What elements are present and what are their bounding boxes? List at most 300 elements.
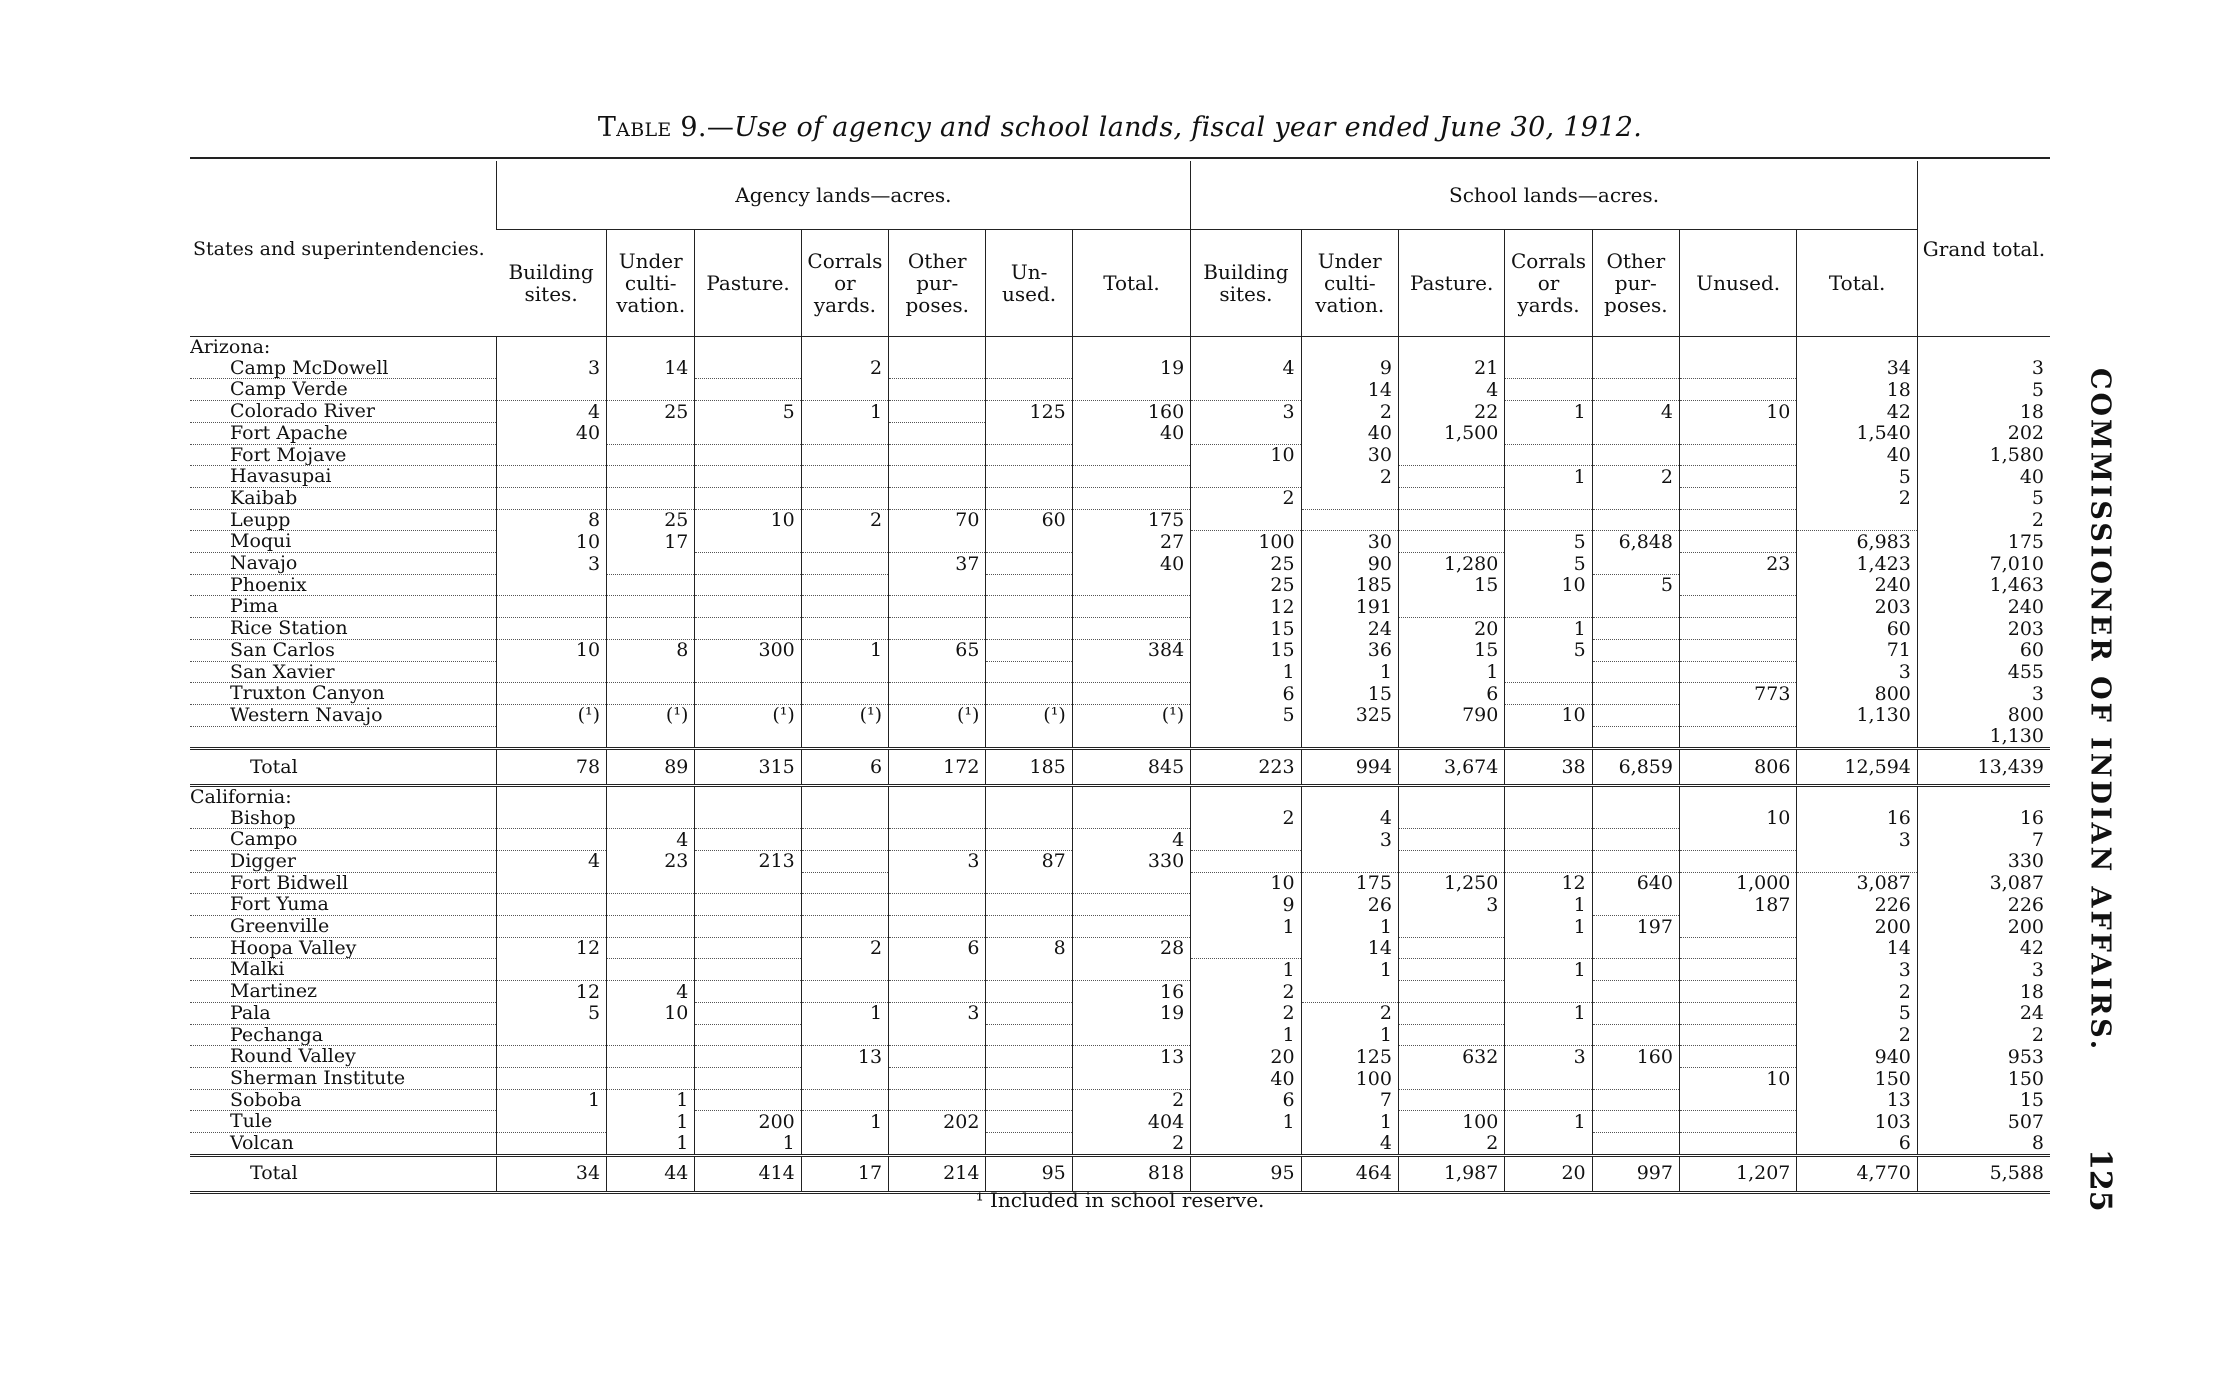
agency-cell	[889, 1046, 986, 1068]
agency-cell	[801, 422, 888, 444]
school-cell: 20	[1191, 1046, 1301, 1068]
agency-cell: 5	[695, 401, 801, 423]
school-cell	[1679, 916, 1796, 938]
agency-cell: 202	[889, 1111, 986, 1133]
agency-cell: 3	[496, 358, 606, 379]
school-cell	[1191, 1133, 1301, 1156]
school-cell	[1679, 850, 1796, 872]
agency-cell	[695, 487, 801, 509]
school-cell: 13	[1797, 1089, 1917, 1111]
school-cell: 2	[1191, 487, 1301, 509]
school-cell: 40	[1301, 422, 1398, 444]
school-cell	[1505, 937, 1592, 959]
school-cell	[1398, 937, 1504, 959]
school-cell: 1,250	[1398, 872, 1504, 894]
school-cell	[1592, 661, 1679, 683]
state-name: Arizona:	[190, 336, 271, 358]
school-cell	[1398, 916, 1504, 938]
empty-cell	[1797, 337, 1917, 358]
agency-column-header: Pasture.	[695, 230, 801, 337]
agency-cell	[986, 981, 1072, 1003]
empty-cell	[1679, 785, 1796, 807]
school-cell: 1	[1505, 916, 1592, 938]
superintendency-name: Campo	[190, 829, 496, 851]
agency-cell: 1	[607, 1089, 695, 1111]
school-cell: 1	[1505, 401, 1592, 423]
school-cell	[1679, 1046, 1796, 1068]
school-cell: 10	[1191, 444, 1301, 466]
agency-total-cell: 315	[695, 748, 801, 785]
school-total-cell: 20	[1505, 1155, 1592, 1192]
school-cell: 1	[1191, 916, 1301, 938]
agency-cell	[695, 466, 801, 488]
agency-cell	[1072, 683, 1190, 705]
agency-cell: 175	[1072, 509, 1190, 531]
table-row	[190, 1002, 2050, 1024]
school-cell: 203	[1797, 596, 1917, 618]
school-cell	[1505, 1133, 1592, 1156]
agency-cell	[889, 916, 986, 938]
table-row	[190, 894, 2050, 916]
table-row	[190, 661, 2050, 683]
agency-cell	[986, 422, 1072, 444]
agency-cell	[986, 829, 1072, 851]
school-cell	[1301, 981, 1398, 1003]
agency-cell	[695, 916, 801, 938]
school-cell	[1679, 829, 1796, 851]
agency-total-cell: 44	[607, 1155, 695, 1192]
agency-cell	[889, 829, 986, 851]
agency-cell: (¹)	[1072, 704, 1190, 726]
agency-cell: 2	[1072, 1089, 1190, 1111]
agency-cell	[1072, 1024, 1190, 1046]
agency-cell: 8	[986, 937, 1072, 959]
agency-cell	[986, 916, 1072, 938]
agency-cell: 3	[889, 1002, 986, 1024]
school-cell: 23	[1679, 553, 1796, 575]
school-cell: 10	[1191, 872, 1301, 894]
school-cell: 1	[1301, 1111, 1398, 1133]
school-total-cell: 1,207	[1679, 1155, 1796, 1192]
table-label: Table 9.	[597, 112, 707, 143]
grand-total-cell: 200	[1917, 916, 2050, 938]
agency-cell	[889, 959, 986, 981]
agency-total-cell: 95	[986, 1155, 1072, 1192]
agency-cell	[695, 358, 801, 379]
table-row	[190, 358, 2050, 379]
grand-total-cell: 24	[1917, 1002, 2050, 1024]
agency-cell	[607, 422, 695, 444]
school-cell	[1301, 509, 1398, 531]
superintendency-name: Pima	[190, 596, 496, 618]
agency-cell	[889, 466, 986, 488]
agency-cell	[1072, 661, 1190, 683]
school-cell	[1679, 466, 1796, 488]
agency-cell: 3	[889, 850, 986, 872]
agency-cell	[889, 661, 986, 683]
school-cell	[1398, 981, 1504, 1003]
title-text: Use of agency and school lands, fiscal year ended June 30, 1912.	[734, 112, 1643, 143]
school-cell	[1679, 487, 1796, 509]
school-total-cell: 997	[1592, 1155, 1679, 1192]
school-column-header: Under culti- vation.	[1301, 230, 1398, 337]
school-cell: 18	[1797, 379, 1917, 401]
empty-cell	[1398, 785, 1504, 807]
school-cell: 5	[1505, 553, 1592, 575]
grand-total-cell: 1,580	[1917, 444, 2050, 466]
agency-cell	[695, 1068, 801, 1090]
school-cell	[1679, 444, 1796, 466]
empty-cell	[1917, 785, 2050, 807]
agency-cell	[1072, 618, 1190, 640]
agency-cell	[986, 596, 1072, 618]
empty-cell	[986, 726, 1072, 748]
superintendency-name: Digger	[190, 850, 496, 872]
agency-cell	[496, 808, 606, 829]
agency-cell	[607, 808, 695, 829]
grand-total-cell: 150	[1917, 1068, 2050, 1090]
agency-cell	[607, 683, 695, 705]
footnote: ¹ Included in school reserve.	[975, 1188, 1265, 1212]
school-cell	[1679, 704, 1796, 726]
school-cell: 150	[1797, 1068, 1917, 1090]
school-cell	[1679, 596, 1796, 618]
agency-cell	[695, 894, 801, 916]
agency-cell	[889, 872, 986, 894]
agency-cell: 10	[496, 639, 606, 661]
grand-total-cell: 40	[1917, 466, 2050, 488]
school-cell	[1592, 1089, 1679, 1111]
school-total-cell: 464	[1301, 1155, 1398, 1192]
school-cell	[1398, 1024, 1504, 1046]
school-cell	[1191, 850, 1301, 872]
school-cell: 1	[1301, 916, 1398, 938]
school-cell: 3	[1301, 829, 1398, 851]
school-cell	[1191, 937, 1301, 959]
superintendency-name: San Carlos	[190, 639, 496, 661]
empty-cell	[695, 726, 801, 748]
table-row	[190, 379, 2050, 401]
total-row	[190, 1155, 2050, 1192]
agency-cell: 4	[496, 850, 606, 872]
school-cell: 773	[1679, 683, 1796, 705]
table-row	[190, 639, 2050, 661]
table-row	[190, 531, 2050, 553]
agency-cell	[695, 1089, 801, 1111]
agency-cell	[986, 683, 1072, 705]
grand-total-cell: 8	[1917, 1133, 2050, 1156]
agency-cell: 40	[1072, 422, 1190, 444]
school-cell: 191	[1301, 596, 1398, 618]
grand-total-cell: 5,588	[1917, 1155, 2050, 1192]
agency-cell	[695, 808, 801, 829]
school-cell: 3,087	[1797, 872, 1917, 894]
school-cell: 1,540	[1797, 422, 1917, 444]
school-cell: 160	[1592, 1046, 1679, 1068]
school-cell	[1505, 981, 1592, 1003]
school-cell: 14	[1301, 379, 1398, 401]
agency-cell	[496, 683, 606, 705]
agency-cell	[1072, 574, 1190, 596]
superintendency-name: Western Navajo	[190, 704, 496, 726]
school-cell	[1797, 509, 1917, 531]
top-rule	[190, 157, 2050, 159]
school-cell: 10	[1505, 574, 1592, 596]
agency-cell: 1	[801, 1111, 888, 1133]
agency-cell	[695, 618, 801, 640]
agency-cell: 3	[496, 553, 606, 575]
school-cell: 2	[1301, 1002, 1398, 1024]
school-cell	[1679, 639, 1796, 661]
agency-cell	[801, 574, 888, 596]
school-cell	[1679, 509, 1796, 531]
agency-cell	[496, 916, 606, 938]
school-cell: 2	[1797, 487, 1917, 509]
school-column-header: Corrals or yards.	[1505, 230, 1592, 337]
agency-cell	[889, 358, 986, 379]
school-cell	[1679, 422, 1796, 444]
school-cell: 71	[1797, 639, 1917, 661]
superintendency-name: Soboba	[190, 1089, 496, 1111]
empty-cell	[1191, 337, 1301, 358]
agency-cell	[889, 1133, 986, 1156]
agency-cell	[695, 422, 801, 444]
agency-cell	[801, 829, 888, 851]
school-cell	[1679, 531, 1796, 553]
agency-cell: 17	[607, 531, 695, 553]
agency-cell: 2	[1072, 1133, 1190, 1156]
school-cell: 2	[1301, 401, 1398, 423]
agency-cell	[889, 487, 986, 509]
school-cell: 15	[1301, 683, 1398, 705]
agency-cell	[889, 531, 986, 553]
school-cell	[1398, 1002, 1504, 1024]
agency-cell	[986, 959, 1072, 981]
school-cell: 2	[1191, 808, 1301, 829]
school-cell	[1505, 596, 1592, 618]
school-cell: 14	[1301, 937, 1398, 959]
school-cell	[1592, 1111, 1679, 1133]
school-cell: 3	[1505, 1046, 1592, 1068]
superintendency-name: Fort Mojave	[190, 444, 496, 466]
school-cell: 200	[1797, 916, 1917, 938]
school-cell	[1301, 487, 1398, 509]
agency-cell: 2	[801, 358, 888, 379]
agency-cell	[889, 618, 986, 640]
agency-cell	[607, 618, 695, 640]
school-cell	[1679, 981, 1796, 1003]
school-column-header: Pasture.	[1398, 230, 1504, 337]
empty-cell	[1072, 726, 1190, 748]
agency-cell	[986, 1002, 1072, 1024]
grand-total-cell: 2	[1917, 509, 2050, 531]
school-cell	[1505, 422, 1592, 444]
school-cell: 2	[1797, 1024, 1917, 1046]
agency-total-cell: 845	[1072, 748, 1190, 785]
total-label: Total	[190, 748, 496, 785]
agency-cell	[889, 444, 986, 466]
table-row	[190, 444, 2050, 466]
empty-cell	[695, 785, 801, 807]
agency-cell	[889, 574, 986, 596]
table-row	[190, 487, 2050, 509]
agency-cell	[986, 1089, 1072, 1111]
superintendency-name: Truxton Canyon	[190, 683, 496, 705]
table-title	[190, 112, 2050, 143]
agency-cell	[986, 808, 1072, 829]
school-total-cell: 994	[1301, 748, 1398, 785]
empty-cell	[1679, 726, 1796, 748]
agency-cell: 330	[1072, 850, 1190, 872]
agency-cell	[496, 959, 606, 981]
school-cell	[1398, 829, 1504, 851]
agency-column-header: Other pur- poses.	[889, 230, 986, 337]
agency-cell: 12	[496, 937, 606, 959]
agency-cell	[1072, 916, 1190, 938]
school-cell	[1679, 1024, 1796, 1046]
school-cell: 632	[1398, 1046, 1504, 1068]
agency-cell: 1	[801, 639, 888, 661]
agency-cell: 13	[801, 1046, 888, 1068]
state-heading-row	[190, 337, 2050, 358]
agency-cell: (¹)	[607, 704, 695, 726]
agency-cell: 4	[1072, 829, 1190, 851]
school-cell: 10	[1679, 808, 1796, 829]
agency-cell	[607, 444, 695, 466]
superintendency-name: Tule	[190, 1111, 496, 1133]
agency-cell	[1072, 379, 1190, 401]
school-cell	[1398, 596, 1504, 618]
school-cell	[1398, 1089, 1504, 1111]
agency-column-header: Building sites.	[496, 230, 606, 337]
school-cell: 100	[1191, 531, 1301, 553]
school-cell: 226	[1797, 894, 1917, 916]
school-cell: 3	[1797, 829, 1917, 851]
agency-cell	[607, 596, 695, 618]
school-cell: 25	[1191, 553, 1301, 575]
agency-cell	[986, 639, 1072, 661]
agency-total-cell: 818	[1072, 1155, 1190, 1192]
agency-cell	[801, 916, 888, 938]
school-cell: 14	[1797, 937, 1917, 959]
agency-cell	[801, 1024, 888, 1046]
grand-total-cell: 953	[1917, 1046, 2050, 1068]
school-cell: 1	[1505, 618, 1592, 640]
agency-cell	[801, 661, 888, 683]
empty-cell	[1592, 726, 1679, 748]
agency-cell	[889, 596, 986, 618]
agency-cell	[496, 661, 606, 683]
superintendency-name: Kaibab	[190, 487, 496, 509]
school-cell: 2	[1301, 466, 1398, 488]
agency-cell: 404	[1072, 1111, 1190, 1133]
agency-cell	[801, 850, 888, 872]
agency-cell: 10	[607, 1002, 695, 1024]
school-cell	[1505, 850, 1592, 872]
agency-cell	[801, 553, 888, 575]
school-cell	[1505, 808, 1592, 829]
empty-cell	[1917, 337, 2050, 358]
school-cell: 30	[1301, 444, 1398, 466]
empty-cell	[1592, 337, 1679, 358]
grand-total-cell: 507	[1917, 1111, 2050, 1133]
agency-cell	[496, 1046, 606, 1068]
school-column-header: Building sites.	[1191, 230, 1301, 337]
table-row	[190, 829, 2050, 851]
school-cell: 185	[1301, 574, 1398, 596]
school-cell	[1191, 829, 1301, 851]
agency-total-cell: 172	[889, 748, 986, 785]
agency-cell	[496, 466, 606, 488]
school-cell: 4	[1301, 808, 1398, 829]
agency-cell	[889, 808, 986, 829]
agency-cell	[889, 379, 986, 401]
agency-cell	[607, 1024, 695, 1046]
school-cell	[1505, 358, 1592, 379]
agency-cell: (¹)	[801, 704, 888, 726]
school-cell	[1592, 444, 1679, 466]
agency-cell	[801, 444, 888, 466]
school-cell: 197	[1592, 916, 1679, 938]
agency-cell: 1	[695, 1133, 801, 1156]
agency-cell: 1	[607, 1133, 695, 1156]
agency-cell: 65	[889, 639, 986, 661]
grand-total-cell: 226	[1917, 894, 2050, 916]
grand-total-cell: 16	[1917, 808, 2050, 829]
state-name: California:	[190, 785, 292, 808]
school-cell: 26	[1301, 894, 1398, 916]
table-row	[190, 422, 2050, 444]
table-row	[190, 1024, 2050, 1046]
running-head-text: COMMISSIONER OF INDIAN AFFAIRS.	[2084, 367, 2116, 1053]
school-cell: 20	[1398, 618, 1504, 640]
agency-cell	[496, 379, 606, 401]
agency-cell	[695, 379, 801, 401]
school-total-cell: 806	[1679, 748, 1796, 785]
agency-cell	[695, 574, 801, 596]
agency-cell: 1	[801, 1002, 888, 1024]
grand-total-cell: 5	[1917, 487, 2050, 509]
agency-lands-header: Agency lands—acres.	[496, 161, 1191, 230]
agency-cell	[1072, 808, 1190, 829]
table-row	[190, 981, 2050, 1003]
school-cell	[1398, 959, 1504, 981]
school-cell	[1592, 1024, 1679, 1046]
agency-cell	[607, 872, 695, 894]
school-cell: 100	[1301, 1068, 1398, 1090]
school-cell	[1679, 1002, 1796, 1024]
grand-total-cell: 3,087	[1917, 872, 2050, 894]
agency-cell	[1072, 487, 1190, 509]
school-cell	[1679, 1089, 1796, 1111]
school-cell: 15	[1191, 618, 1301, 640]
agency-cell	[889, 894, 986, 916]
school-cell	[1398, 1068, 1504, 1090]
agency-cell	[986, 1111, 1072, 1133]
empty-cell	[607, 726, 695, 748]
school-cell	[1592, 683, 1679, 705]
empty-cell	[1505, 337, 1592, 358]
school-total-cell: 1,987	[1398, 1155, 1504, 1192]
school-cell: 9	[1301, 358, 1398, 379]
agency-cell	[986, 487, 1072, 509]
superintendency-name: Greenville	[190, 916, 496, 938]
school-cell	[1592, 829, 1679, 851]
agency-cell: 4	[607, 981, 695, 1003]
school-cell: 60	[1797, 618, 1917, 640]
empty-cell	[1072, 785, 1190, 807]
agency-cell	[986, 661, 1072, 683]
